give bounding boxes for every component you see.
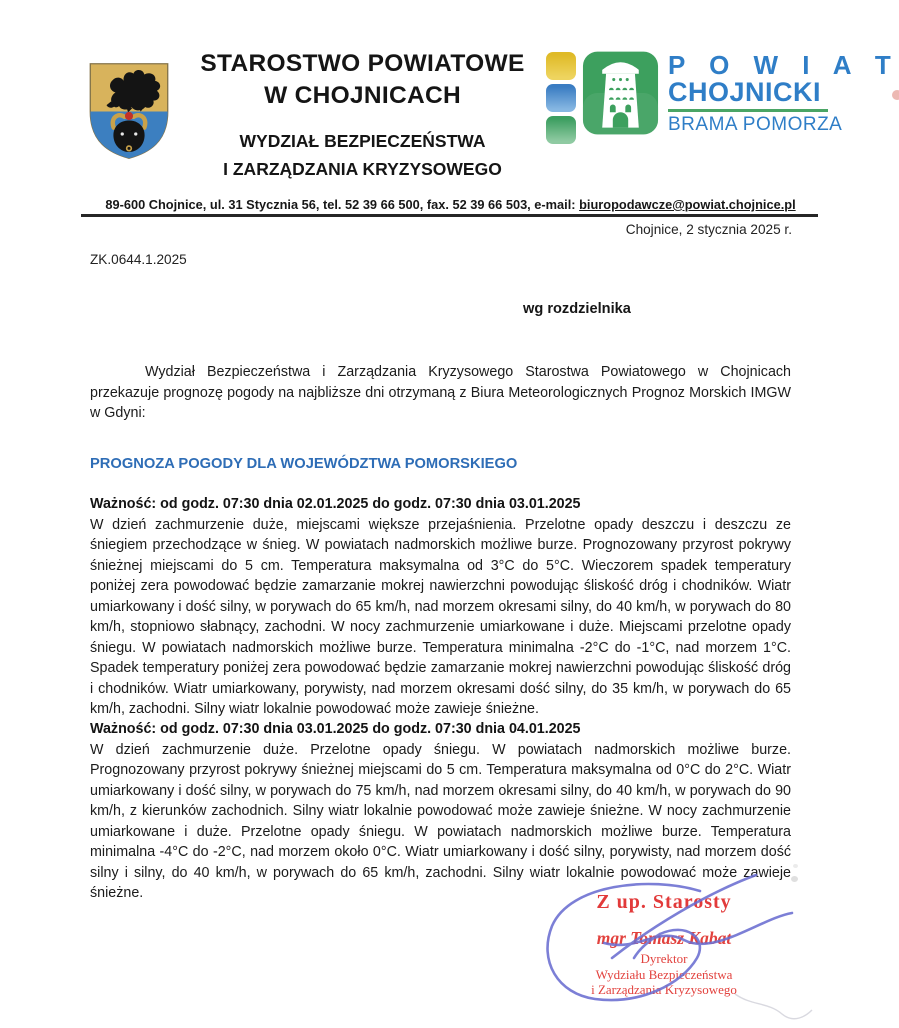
stamp-dept-line2: i Zarządzania Kryzysowego — [591, 982, 737, 997]
forecast-section-1 — [90, 494, 791, 720]
stamp-name: mgr Tomasz Kabat — [596, 928, 732, 948]
dept-name-line1: WYDZIAŁ BEZPIECZEŃSTWA — [239, 131, 486, 151]
stamp-title: Dyrektor — [640, 951, 688, 966]
addressee: wg rozdzielnika — [523, 301, 631, 317]
forecast-section-2 — [90, 719, 791, 904]
forecast-text-2: W dzień zachmurzenie duże. Przelotne opady śniegu. W powiatach nadmorskich możliwe burze. Prognozowany przyrost pokrywy śnieżnej miejscami do 5 cm. Temperatura maksymalna od 0°C do 2°C. Wiatr umiarkowany i dość silny, w porywach do 75 km/h, nad morzem okresami silny, do 40 km/h, w porywach do 90 km/h, z kierunków zachodnich. Silny wiatr lokalnie powodować może zawieje śnieżne. W nocy zachmurzenie umiarkowane i duże. Przelotne opady śniegu. W powiatach nadmorskich możliwe burze. Temperatura minimalna -4°C do -2°C, nad morzem około 0°C. Wiatr umiarkowany i dość silny, porywisty, nad morzem dość silny i silny, do 40 km/h, w porywach do 65 km/h, zachodni. Silny wiatr lokalnie powodować może zawieje śnieżne. — [90, 741, 791, 901]
contact-line — [83, 197, 818, 212]
logo-title: P O W I A T — [668, 50, 899, 80]
letterhead-title-block — [185, 48, 540, 183]
signature-stamp — [538, 891, 790, 997]
green-square-icon — [546, 116, 576, 144]
validity-header-1: Ważność: od godz. 07:30 dnia 02.01.2025 do godz. 07:30 dnia 03.01.2025 — [90, 496, 581, 512]
intro-paragraph: Wydział Bezpieczeństwa i Zarządzania Kryzysowego Starostwa Powiatowego w Chojnicach przekazuje prognozę pogody na najbliższe dni otrzymaną z Biura Meteorologicznych Prognoz Morskich IMGW w Gdyni: — [90, 364, 791, 421]
forecast-text-1: W dzień zachmurzenie duże, miejscami większe przejaśnienia. Przelotne opady deszczu i deszczu ze śniegiem przechodzące w śnieg. W powiatach nadmorskich możliwe burze. Prognozowany przyrost pokrywy śnieżnej miejscami do 5 cm. Temperatura maksymalna od 3°C do 5°C. Wieczorem spadek temperatury poniżej zera powodować będzie zamarzanie mokrej nawierzchni powodując śliskość dróg i chodników. Wiatr umiarkowany i dość silny, w porywach do 65 km/h, nad morzem okresami silny, do 40 km/h, w porywach do 80 km/h, stopniowo słabnący, zachodni. W nocy zachmurzenie umiarkowane i duże. Miejscami przelotne opady śniegu. W powiatach nadmorskich możliwe burze. Temperatura minimalna -2°C do -1°C, nad morzem 1°C. Spadek temperatury poniżej zera powodować będzie zamarzanie mokrej nawierzchni powodując śliskość dróg i chodników. Wiatr umiarkowany, porywisty, nad morzem okresami dość silny, do 35 km/h, w porywach do 65 km/h, zachodni. Silny wiatr lokalnie powodować może zawieje śnieżne. — [90, 516, 791, 717]
place-and-date: Chojnice, 2 stycznia 2025 r. — [625, 222, 792, 237]
org-name-line1: STAROSTWO POWIATOWE — [200, 50, 525, 77]
stamp-on-behalf: Z up. Starosty — [596, 891, 732, 913]
contact-text: 89-600 Chojnice, ul. 31 Stycznia 56, tel. 52 39 66 500, fax. 52 39 66 503, e-mail: — [105, 197, 580, 212]
bull-head-icon — [113, 112, 145, 152]
header-rule — [81, 214, 818, 217]
logo-tagline: BRAMA POMORZA — [668, 114, 843, 135]
powiat-chojnicki-logo — [546, 50, 899, 144]
stamp-dept-line1: Wydziału Bezpieczeństwa — [595, 967, 733, 982]
scan-artifact-dot — [892, 90, 899, 100]
scan-artifact-smudge — [791, 876, 798, 882]
blue-square-icon — [546, 84, 576, 112]
logo-wordmark — [668, 50, 899, 135]
org-name-line2: W CHOJNICACH — [264, 82, 461, 109]
logo-color-squares — [546, 52, 576, 144]
forecast-heading: PROGNOZA POGODY DLA WOJEWÓDZTWA POMORSKIEGO — [90, 456, 518, 472]
chojnice-coat-of-arms — [84, 52, 174, 170]
logo-divider — [668, 109, 828, 112]
gate-tower-icon — [582, 50, 659, 136]
validity-header-2: Ważność: od godz. 07:30 dnia 03.01.2025 do godz. 07:30 dnia 04.01.2025 — [90, 721, 581, 737]
yellow-square-icon — [546, 52, 576, 80]
email-link[interactable]: biuropodawcze@powiat.chojnice.pl — [579, 197, 796, 212]
scan-artifact-smudge — [793, 864, 798, 868]
reference-number: ZK.0644.1.2025 — [90, 252, 187, 267]
dept-name-line2: I ZARZĄDZANIA KRYZYSOWEGO — [223, 159, 502, 179]
logo-subtitle: CHOJNICKI — [668, 77, 822, 107]
